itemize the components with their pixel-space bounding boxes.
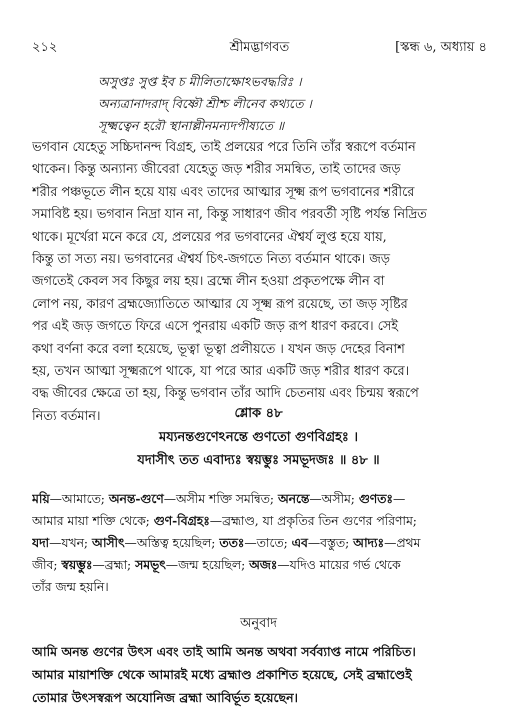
synonym-word: গুণ-বিগ্রহঃ xyxy=(153,513,210,528)
synonym-meaning: —যদিও মায়ের গর্ভ থেকে xyxy=(277,558,401,572)
synonym-word: অনন্ত-গুণে xyxy=(108,491,164,506)
synonym-meaning: —অসীম; xyxy=(309,492,359,506)
synonym-line xyxy=(32,554,485,576)
synonym-word: আদ্যঃ xyxy=(353,535,385,550)
verse-line: সূক্ষ্মত্বেন হরৌ স্থানাল্লীনমন্যদপীষ্যতে ॥ xyxy=(98,118,285,133)
synonym-meaning: —অস্তিত্ব হয়েছিল; xyxy=(124,536,220,550)
purport-paragraph xyxy=(32,137,485,428)
synonym-line xyxy=(32,532,485,554)
purport-line: জগতেই কেবল সব কিছুর লয় হয়। ব্রহ্মে লীন হওয়া প্রকৃতপক্ষে লীন বা xyxy=(32,274,385,290)
purport-line: থাকেন। কিন্তু অন্যান্য জীবেরা যেহেতু জড় শরীর সমন্বিত, তাই তাদের জড় xyxy=(32,162,401,178)
synonym-meaning: —তাতে; xyxy=(244,536,292,550)
synonym-line xyxy=(32,488,485,510)
synonym-meaning: —আমাতে; xyxy=(49,492,109,506)
synonym-word: আসীৎ xyxy=(91,535,125,550)
purport-line: নিত্য বর্তমান। xyxy=(32,408,101,424)
purport-line: বদ্ধ জীবের ক্ষেত্রে তা হয়, কিন্তু ভগবান তাঁর আদি চেতনায় এবং চিন্ময় স্বরূপে xyxy=(32,386,419,402)
synonym-word: সমভূৎ xyxy=(135,557,166,572)
purport-line: শরীর পঞ্চভূতে লীন হয়ে যায় এবং তাদের আত্মার সূক্ষ্ম রূপ ভগবানের শরীরে xyxy=(32,184,415,200)
verse-line: অসুপ্তঃ সুপ্ত ইব চ মীলিতাক্ষোঽভবদ্ধরিঃ । xyxy=(98,74,302,89)
synonym-meaning: —ব্রহ্মাণ্ড, যা প্রকৃতির তিন গুণের পরিণাম; xyxy=(209,514,417,528)
page-header xyxy=(32,38,487,60)
synonym-meaning: —যখন; xyxy=(49,536,92,550)
page-number: ২১২ xyxy=(32,40,58,55)
synonym-word: স্বয়ম্ভুঃ xyxy=(61,557,93,572)
verse-line: অন্যত্রানাদরাদ্ বিষ্ণৌ শ্রীশ্চ লীনেব কথ্যতে । xyxy=(98,96,312,111)
section-reference: [স্কন্ধ ৬, অধ্যায় ৪ xyxy=(395,40,487,55)
translation-line: আমার মায়াশক্তি থেকে আমারই মধ্যে ব্রহ্মাণ্ড প্রকাশিত হয়েছে, সেই ব্রহ্মাণ্ডেই xyxy=(32,667,412,682)
synonym-meaning: —অসীম শক্তি সমন্বিত; xyxy=(163,492,278,506)
synonym-word: এব xyxy=(291,535,308,550)
shloka-heading: শ্লোক ৪৮ xyxy=(234,406,283,421)
purport-line: সমাবিষ্ট হয়। ভগবান নিদ্রা যান না, কিন্তু সাধারণ জীব পরবর্তী সৃষ্টি পর্যন্ত নিদ্রিত xyxy=(32,207,427,223)
synonym-word: অনন্তে xyxy=(277,491,310,506)
word-synonyms xyxy=(32,488,485,598)
synonym-word: যদা xyxy=(32,535,50,550)
synonym-word: ময়ি xyxy=(32,491,50,506)
purport-line: কিন্তু তা সত্য নয়। ভগবানের ঐশ্বর্য চিৎ-জগতে নিত্য বর্তমান থাকে। জড় xyxy=(32,252,390,268)
synonym-meaning: —বস্তুত; xyxy=(307,536,354,550)
quoted-verse xyxy=(98,71,485,137)
synonym-line xyxy=(32,576,485,598)
synonym-meaning: আমার মায়া শক্তি থেকে; xyxy=(32,514,154,528)
shloka-line-1: ময্যনন্তগুণেঽনন্তে গুণতো গুণবিগ্রহঃ । xyxy=(158,430,359,445)
synonym-word: অজঃ xyxy=(249,557,278,572)
purport-line: কথা বর্ণনা করে বলা হয়েছে, ভূত্বা ভূত্বা প্রলীয়তে । যখন জড় দেহের বিনাশ xyxy=(32,341,405,357)
purport-line: হয়, তখন আত্মা সূক্ষ্মরূপে থাকে, যা পরে আর একটি জড় শরীর ধারণ করে। xyxy=(32,364,410,380)
purport-line: লোপ নয়, কারণ ব্রহ্মজ্যোতিতে আত্মার যে সূক্ষ্ম রূপ রয়েছে, তা জড় সৃষ্টির xyxy=(32,296,408,312)
synonym-word: গুণতঃ xyxy=(358,491,393,506)
translation-line: আমি অনন্ত গুণের উৎস এবং তাই আমি অনন্ত অথবা সর্বব্যাপ্ত নামে পরিচিত। xyxy=(32,644,416,659)
translation-heading: অনুবাদ xyxy=(240,616,277,631)
synonym-line xyxy=(32,510,485,532)
purport-line: থাকে। মূর্খেরা মনে করে যে, প্রলয়ের পর ভগবানের ঐশ্বর্য লুপ্ত হয়ে যায়, xyxy=(32,229,387,245)
shloka-line-2: যদাসীৎ তত এবাদ্যঃ স্বয়ম্ভুঃ সমভূদজঃ ॥ ৪৮ ॥ xyxy=(137,453,380,468)
translation-paragraph xyxy=(32,640,485,709)
purport-line: পর এই জড় জগতে ফিরে এসে পুনরায় একটি জড় রূপ ধারণ করবে। সেই xyxy=(32,319,398,335)
synonym-meaning: —প্রথম xyxy=(384,536,421,550)
synonym-meaning: —ব্রহ্মা; xyxy=(92,558,136,572)
synonym-meaning: তাঁর জন্ম হয়নি। xyxy=(32,580,109,594)
translation-line: তোমার উৎসস্বরূপ অযোনিজ ব্রহ্মা আবির্ভূত হয়েছেন। xyxy=(32,690,299,705)
book-title: শ্রীমদ্ভাগবত xyxy=(229,40,290,55)
synonym-word: ততঃ xyxy=(219,535,245,550)
synonym-meaning: —জন্ম হয়েছিল; xyxy=(165,558,250,572)
purport-line: ভগবান যেহেতু সচ্চিদানন্দ বিগ্রহ, তাই প্রলয়ের পরে তিনি তাঁর স্বরূপে বর্তমান xyxy=(32,140,416,155)
synonym-meaning: — xyxy=(392,492,406,506)
synonym-meaning: জীব; xyxy=(32,558,62,572)
